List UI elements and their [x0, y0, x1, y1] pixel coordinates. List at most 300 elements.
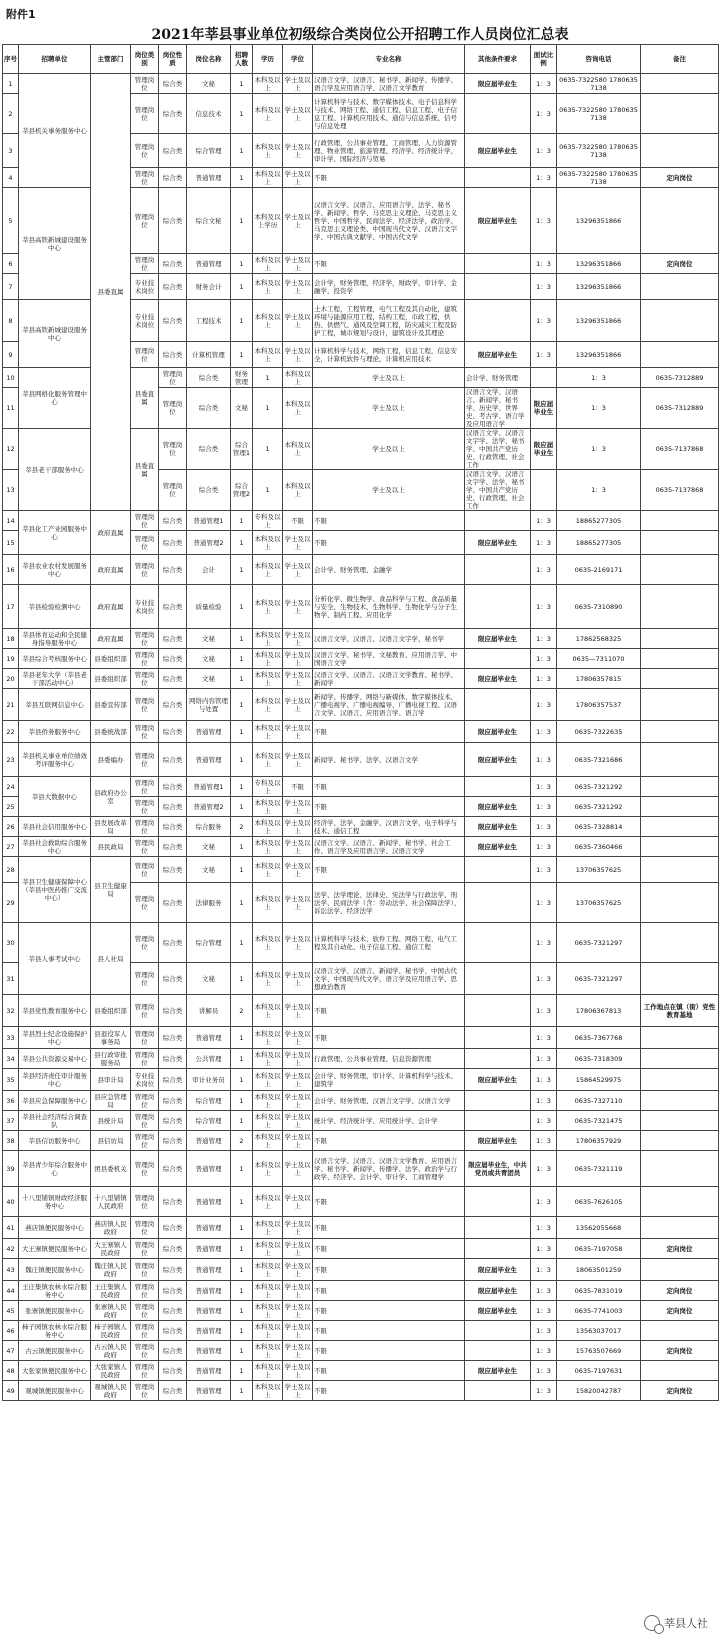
cell-cat: 管理岗位 — [131, 1341, 159, 1361]
cell-edu: 本科及以上 — [253, 923, 283, 963]
cell-pos: 普通管理 — [187, 1361, 231, 1381]
cell-unit: 莘县侨务服务中心 — [19, 721, 91, 743]
cell-nat: 综合类 — [159, 1341, 187, 1361]
cell-other: 限应届毕业生 — [465, 1361, 531, 1381]
cell-other: 限应届毕业生 — [465, 1069, 531, 1091]
cell-major: 分析化学、微生物学、食品科学与工程、食品质量与安全、生物技术、生物科学、生物化学与分子生物学、制药工程、应用化学 — [313, 585, 465, 629]
cell-phone: 0635-7322635 — [557, 721, 641, 743]
cell-num: 1 — [231, 1381, 253, 1401]
table-row — [3, 689, 719, 721]
cell-cat: 管理岗位 — [131, 1049, 159, 1069]
cell-ratio: 1：3 — [531, 857, 557, 883]
cell-other: 限应届毕业生 — [465, 721, 531, 743]
cell-no: 17 — [3, 585, 19, 629]
cell-other — [465, 274, 531, 300]
cell-major: 行政管理、公共事业管理、工商管理、人力资源管理、物业管理、旅游管理、经济学、经济统计学、审计学、国际经济与贸易 — [313, 134, 465, 168]
cell-nat: 综合类 — [159, 1091, 187, 1111]
cell-ratio: 1：3 — [531, 923, 557, 963]
cell-unit: 柿子园镇农林水综合服务中心 — [19, 1321, 91, 1341]
cell-major: 不限 — [313, 1027, 465, 1049]
cell-major: 法学、法学理论、法律史、宪法学与行政法学、刑法学、民商法学（含：劳动法学、社会保障法学）、诉讼法学、经济法学 — [313, 883, 465, 923]
cell-deg: 学士及以上 — [283, 995, 313, 1027]
cell-pos: 普通管理 — [187, 721, 231, 743]
cell-unit: 莘县公共资源交易中心 — [19, 1049, 91, 1069]
cell-no: 1 — [3, 74, 19, 94]
cell-edu: 本科及以上 — [253, 585, 283, 629]
cell-pos: 综合管理2 — [231, 470, 253, 511]
cell-note — [641, 963, 719, 995]
cell-edu: 本科及以上 — [254, 798, 281, 815]
table-row — [3, 1111, 719, 1131]
cell-no: 47 — [3, 1341, 19, 1361]
cell-unit: 莘县大数据中心 — [19, 777, 91, 817]
cell-dept: 县应急管理局 — [91, 1091, 131, 1111]
cell-edu: 本科及以上 — [254, 1132, 281, 1149]
cell-ratio: 1：3 — [531, 585, 557, 629]
cell-note — [641, 1049, 719, 1069]
cell-no: 31 — [3, 963, 19, 995]
cell-no: 3 — [3, 134, 19, 168]
cell-no: 37 — [3, 1111, 19, 1131]
cell-ratio: 1：3 — [531, 1239, 557, 1259]
cell-deg: 学士及以上 — [283, 585, 313, 629]
cell-edu: 本科及以上 — [253, 1187, 283, 1217]
cell-other — [465, 1111, 531, 1131]
cell-other — [465, 94, 531, 134]
cell-nat: 综合类 — [187, 368, 231, 388]
cell-other: 限应届毕业生 — [465, 1281, 531, 1301]
cell-edu: 本科及以上 — [254, 1112, 281, 1129]
cell-other: 限应届毕业生 — [465, 74, 531, 94]
cell-other: 限应届毕业生 — [465, 629, 531, 649]
cell-cat: 管理岗位 — [131, 995, 159, 1027]
cell-cat: 管理岗位 — [131, 669, 159, 689]
cell-num: 1 — [231, 94, 253, 134]
cell-unit: 莘县老干部服务中心 — [19, 429, 91, 511]
cell-other: 限应届毕业生 — [465, 1301, 531, 1321]
cell-phone: 0635-7322580 17806357138 — [557, 74, 641, 94]
table-row — [3, 1361, 719, 1381]
table-row — [3, 649, 719, 669]
cell-no: 14 — [3, 511, 19, 531]
cell-unit: 莘县农业农村发展服务中心 — [19, 555, 91, 585]
cell-ratio: 1：3 — [531, 1217, 557, 1239]
cell-dept: 柿子园镇人民政府 — [91, 1321, 131, 1341]
cell-other — [465, 777, 531, 797]
cell-edu: 本科及以上 — [253, 134, 283, 168]
cell-no: 7 — [3, 274, 19, 300]
cell-nat: 综合类 — [159, 689, 187, 721]
cell-unit: 魏庄镇便民服务中心 — [19, 1259, 91, 1281]
cell-num: 1 — [253, 470, 283, 511]
cell-note — [641, 1069, 719, 1091]
cell-pos: 法律服务 — [187, 883, 231, 923]
cell-num: 1 — [231, 649, 253, 669]
cell-ratio: 1：3 — [531, 649, 557, 669]
cell-cat: 管理岗位 — [131, 857, 159, 883]
cell-other — [465, 1091, 531, 1111]
col-header: 招聘人数 — [231, 45, 253, 74]
cell-ratio: 1：3 — [531, 883, 557, 923]
cell-num: 1 — [231, 1259, 253, 1281]
cell-no: 9 — [3, 342, 19, 368]
cell-dept: 县委组织部 — [91, 995, 131, 1027]
cell-no: 19 — [3, 649, 19, 669]
cell-major: 计算机科学与技术、软件工程、网络工程、电气工程及其自动化、电子信息工程、通信工程 — [313, 923, 465, 963]
cell-other — [465, 585, 531, 629]
cell-note — [641, 94, 719, 134]
cell-dept: 县民政局 — [91, 837, 131, 857]
cell-ratio: 1：3 — [531, 837, 557, 857]
cell-other: 限应届毕业生 — [531, 388, 557, 429]
cell-pos: 普通管理 — [187, 1321, 231, 1341]
cell-major: 不限 — [313, 857, 465, 883]
cell-other: 限应届毕业生 — [465, 531, 531, 555]
cell-phone: 18865277305 — [557, 511, 641, 531]
cell-cat: 管理岗位 — [131, 1361, 159, 1381]
cell-cat: 管理岗位 — [131, 1301, 159, 1321]
cell-phone: 0635—7311070 — [557, 649, 641, 669]
cell-other — [465, 300, 531, 342]
cell-other: 限应届毕业生，中共党员或共青团员 — [465, 1151, 531, 1187]
cell-deg: 学士及以上 — [313, 470, 465, 511]
cell-major: 不限 — [313, 1301, 465, 1321]
cell-dept: 团县委机关 — [91, 1151, 131, 1187]
cell-nat: 综合类 — [159, 629, 187, 649]
cell-dept: 县发展改革局 — [91, 817, 131, 837]
cell-unit: 莘县烈士纪念设施保护中心 — [19, 1027, 91, 1049]
cell-major: 计算机科学与技术，网络工程，信息工程，信息安全，计算机软件与理论，计算机应用技术 — [313, 342, 465, 368]
cell-deg: 学士及以上 — [284, 1282, 311, 1299]
cell-other — [465, 555, 531, 585]
cell-deg: 学士及以上 — [284, 818, 311, 835]
cell-note: 定向岗位 — [641, 168, 719, 188]
cell-nat: 综合类 — [159, 817, 187, 837]
cell-num: 1 — [231, 777, 253, 797]
cell-no: 32 — [3, 995, 19, 1027]
cell-ratio: 1：3 — [531, 629, 557, 649]
cell-note — [641, 837, 719, 857]
cell-num: 1 — [231, 721, 253, 743]
cell-ratio: 1：3 — [531, 721, 557, 743]
cell-dept: 县委直属 — [131, 368, 159, 429]
cell-deg: 学士及以上 — [283, 1151, 313, 1187]
cell-major: 汉语言文学、汉语言、新闻学、秘书学、中国古代文学、中国现当代文学、语言学及应用语言学、思想政治教育 — [313, 963, 465, 995]
cell-cat: 管理岗位 — [131, 1381, 159, 1401]
table-row — [3, 777, 719, 797]
cell-ratio: 1：3 — [531, 1091, 557, 1111]
cell-no: 46 — [3, 1321, 19, 1341]
cell-ratio: 1：3 — [531, 1049, 557, 1069]
cell-num: 1 — [231, 1281, 253, 1301]
cell-phone: 0635-7321297 — [557, 923, 641, 963]
cell-major: 不限 — [313, 1281, 465, 1301]
cell-note — [641, 134, 719, 168]
cell-edu: 本科及以上 — [254, 75, 281, 92]
cell-unit: 莘县社会救助综合服务中心 — [19, 837, 91, 857]
cell-deg: 学士及以上 — [283, 1069, 313, 1091]
cell-deg: 学士及以上 — [284, 798, 311, 815]
cell-ratio: 1：3 — [557, 388, 641, 429]
cell-phone: 13296351866 — [557, 188, 641, 254]
cell-major: 统计学、经济统计学、应用统计学、会计学 — [313, 1111, 465, 1131]
cell-note — [641, 797, 719, 817]
cell-nat: 综合类 — [159, 721, 187, 743]
cell-cat: 管理岗位 — [131, 883, 159, 923]
wechat-watermark — [644, 1615, 708, 1631]
cell-num: 1 — [231, 188, 253, 254]
cell-edu: 本科及以上 — [254, 1322, 281, 1339]
cell-unit: 张寨镇便民服务中心 — [19, 1301, 91, 1321]
cell-major: 计算机科学与技术、数字媒体技术、电子信息科学与技术、网络工程、通信工程、信息工程、电子信息工程、计算机应用技术、通信与信息系统、信号与信息处理 — [313, 94, 465, 134]
cell-note — [641, 743, 719, 777]
cell-num: 1 — [231, 555, 253, 585]
cell-num: 1 — [231, 629, 253, 649]
cell-phone: 0635-7197631 — [557, 1361, 641, 1381]
cell-major: 汉语言文学、汉语言、汉语言文字学、秘书学 — [313, 629, 465, 649]
cell-pos: 财务会计 — [187, 274, 231, 300]
cell-cat: 管理岗位 — [131, 555, 159, 585]
cell-no: 38 — [3, 1131, 19, 1151]
cell-pos: 普通管理 — [187, 1301, 231, 1321]
cell-deg: 学士及以上 — [284, 1132, 311, 1149]
cell-major: 汉语言文学、汉语言文字学、法学、秘书学、中国共产党历史、行政管理、社会工作 — [465, 429, 531, 470]
cell-cat: 专业技术岗位 — [131, 1069, 159, 1091]
cell-other: 限应届毕业生 — [465, 1259, 531, 1281]
table-row — [3, 721, 719, 743]
cell-other — [531, 470, 557, 511]
cell-major: 汉语言文学、汉语言、新闻学、秘书学、社会工作、语言学及应用语言学、汉语言文学 — [313, 837, 465, 857]
cell-major: 汉语言文学、汉语言、汉语言文学教育、应用语言学、秘书学、新闻学、传播学、法学、政治学与行政学、经济学、会计学、审计学、工商管理学 — [313, 1151, 465, 1187]
cell-cat: 管理岗位 — [131, 1281, 159, 1301]
cell-unit: 莘县体育运动和全民健身指导服务中心 — [19, 629, 91, 649]
table-row — [3, 1069, 719, 1091]
cell-pos: 普通管理 — [187, 1027, 231, 1049]
cell-unit: 莘县卫生健康保障中心（莘县中医药推广交流中心） — [19, 857, 91, 923]
cell-dept: 张寨镇人民政府 — [91, 1301, 131, 1321]
cell-no: 40 — [3, 1187, 19, 1217]
cell-no: 44 — [3, 1281, 19, 1301]
cell-unit: 大王寨镇便民服务中心 — [19, 1239, 91, 1259]
cell-edu: 本科及以上 — [254, 1050, 281, 1067]
cell-cat: 管理岗位 — [159, 368, 187, 388]
cell-edu: 本科及以上 — [253, 883, 283, 923]
cell-note — [641, 629, 719, 649]
wechat-icon — [644, 1615, 660, 1631]
cell-unit: 莘县应急保障服务中心 — [19, 1091, 91, 1111]
cell-nat: 综合类 — [159, 342, 187, 368]
cell-pos: 文秘 — [187, 649, 231, 669]
cell-deg: 学士及以上 — [284, 838, 311, 855]
cell-phone: 0635-7322580 17806357138 — [557, 168, 641, 188]
cell-deg: 学士及以上 — [284, 75, 311, 92]
cell-pos: 普通管理 — [187, 1151, 231, 1187]
cell-num: 1 — [231, 1049, 253, 1069]
table-row — [3, 857, 719, 883]
cell-major: 不限 — [313, 797, 465, 817]
cell-dept: 县委组织部 — [91, 649, 131, 669]
cell-no: 27 — [3, 837, 19, 857]
cell-pos: 普通管理 — [187, 254, 231, 274]
cell-edu: 本科及以上 — [253, 721, 283, 743]
cell-note — [641, 1111, 719, 1131]
cell-major: 不限 — [313, 721, 465, 743]
cell-no: 4 — [3, 168, 19, 188]
cell-phone: 0635-7321475 — [557, 1111, 641, 1131]
cell-dept: 大王寨镇人民政府 — [91, 1239, 131, 1259]
cell-note — [641, 585, 719, 629]
cell-other — [465, 1239, 531, 1259]
cell-nat: 综合类 — [159, 1131, 187, 1151]
cell-deg: 学士及以上 — [283, 1217, 313, 1239]
cell-edu: 本科及以上 — [283, 470, 313, 511]
col-header: 面试比例 — [531, 45, 557, 74]
cell-ratio: 1：3 — [531, 342, 557, 368]
table-row — [3, 669, 719, 689]
cell-deg: 学士及以上 — [284, 1362, 311, 1379]
cell-pos: 普通管理1 — [187, 511, 231, 531]
cell-unit: 莘县经济责任审计服务中心 — [19, 1069, 91, 1091]
cell-unit: 大张家镇便民服务中心 — [19, 1361, 91, 1381]
cell-other — [465, 1187, 531, 1217]
cell-nat: 综合类 — [159, 883, 187, 923]
cell-unit: 莘县机关事务服务中心 — [19, 74, 91, 188]
cell-major: 不限 — [313, 1239, 465, 1259]
col-header: 岗位名称 — [187, 45, 231, 74]
cell-cat: 管理岗位 — [131, 629, 159, 649]
cell-unit: 莘县信访服务中心 — [19, 1131, 91, 1151]
cell-ratio: 1：3 — [531, 817, 557, 837]
cell-unit: 莘县党性教育服务中心 — [19, 995, 91, 1027]
cell-pos: 文秘 — [187, 857, 231, 883]
cell-num: 1 — [231, 1239, 253, 1259]
cell-note — [641, 1151, 719, 1187]
cell-num: 1 — [231, 1301, 253, 1321]
table-row — [3, 743, 719, 777]
cell-nat: 综合类 — [159, 94, 187, 134]
cell-pos: 综合文秘 — [187, 188, 231, 254]
cell-dept: 县委直属 — [131, 429, 159, 511]
cell-nat: 综合类 — [159, 923, 187, 963]
cell-major: 新闻学、秘书学、法学、汉语言文学 — [313, 743, 465, 777]
cell-phone: 0635-7197058 — [557, 1239, 641, 1259]
cell-cat: 管理岗位 — [131, 1131, 159, 1151]
cell-major: 不限 — [313, 1131, 465, 1151]
table-row — [3, 1151, 719, 1187]
cell-unit: 莘县高铁新城建设服务中心 — [19, 188, 91, 300]
cell-edu: 本科及以上 — [254, 818, 281, 835]
cell-note — [641, 669, 719, 689]
cell-cat: 管理岗位 — [159, 429, 187, 470]
col-header: 主管部门 — [91, 45, 131, 74]
cell-dept: 大张家镇人民政府 — [91, 1361, 131, 1381]
cell-note: 定向岗位 — [641, 254, 719, 274]
cell-unit: 莘县高铁新城建设服务中心 — [19, 300, 91, 368]
cell-unit: 莘县检验检测中心 — [19, 585, 91, 629]
cell-pos: 讲解员 — [187, 995, 231, 1027]
cell-num: 1 — [231, 300, 253, 342]
cell-edu: 本科及以上 — [283, 429, 313, 470]
cell-ratio: 1：3 — [531, 134, 557, 168]
cell-deg: 学士及以上 — [284, 1382, 311, 1399]
table-row — [3, 1131, 719, 1151]
cell-major: 会计学、财务管理 — [465, 368, 531, 388]
table-row — [3, 1049, 719, 1069]
cell-no: 42 — [3, 1239, 19, 1259]
cell-nat: 综合类 — [159, 531, 187, 555]
cell-major: 不限 — [313, 254, 465, 274]
cell-phone: 0635-7626105 — [557, 1187, 641, 1217]
cell-major: 汉语言文学、汉语言、应用语言学、法学、秘书学、新闻学、哲学、马克思主义理论、马克思主义哲学、中国哲学、民商法学、经济法学、政治学、马克思主义理论类、中国现当代文学、汉语言文字学、中国古典文献学、中国古代文学 — [313, 188, 465, 254]
cell-nat: 综合类 — [159, 188, 187, 254]
cell-cat: 管理岗位 — [131, 1217, 159, 1239]
cell-ratio: 1：3 — [557, 368, 641, 388]
cell-ratio: 1：3 — [531, 689, 557, 721]
watermark-text: 莘县人社 — [664, 1617, 708, 1630]
table-row — [3, 1239, 719, 1259]
cell-ratio: 1：3 — [557, 429, 641, 470]
cell-note — [641, 1321, 719, 1341]
cell-ratio: 1：3 — [531, 963, 557, 995]
cell-cat: 专业技术岗位 — [131, 300, 159, 342]
cell-no: 6 — [3, 254, 19, 274]
table-body — [3, 74, 719, 1401]
cell-edu: 本科及以上 — [253, 1217, 283, 1239]
cell-edu: 本科及以上 — [254, 650, 281, 667]
table-row — [3, 923, 719, 963]
cell-major: 不限 — [313, 1341, 465, 1361]
cell-other — [465, 1217, 531, 1239]
cell-major: 汉语言文学、汉语言、新闻学、秘书学、历史学、世界史、考古学、语言学及应用语言学 — [465, 388, 531, 429]
col-header: 咨询电话 — [557, 45, 641, 74]
cell-ratio: 1：3 — [531, 168, 557, 188]
cell-pos: 综合管理 — [187, 923, 231, 963]
cell-major: 会计学、财务管理、审计学、计算机科学与技术、建筑学 — [313, 1069, 465, 1091]
cell-deg: 学士及以上 — [284, 1112, 311, 1129]
cell-phone: 13296351866 — [557, 342, 641, 368]
cell-pos: 网络内容管理与处置 — [187, 689, 231, 721]
cell-num: 1 — [231, 1361, 253, 1381]
cell-edu: 专科及以上 — [254, 778, 281, 795]
cell-ratio: 1：3 — [531, 188, 557, 254]
cell-other — [465, 254, 531, 274]
cell-no: 5 — [3, 188, 19, 254]
cell-nat: 综合类 — [159, 1321, 187, 1341]
cell-pos: 普通管理 — [187, 1281, 231, 1301]
table-row — [3, 1187, 719, 1217]
cell-note — [641, 342, 719, 368]
cell-pos: 公共管理 — [187, 1049, 231, 1069]
cell-unit: 观城镇便民服务中心 — [19, 1381, 91, 1401]
cell-major: 汉语言文学、秘书学、文秘教育、应用语言学、中国语言文学 — [313, 649, 465, 669]
cell-unit: 莘县人事考试中心 — [19, 923, 91, 995]
cell-deg: 学士及以上 — [283, 1027, 313, 1049]
cell-nat: 综合类 — [159, 168, 187, 188]
cell-phone: 15864529975 — [557, 1069, 641, 1091]
cell-edu: 本科及以上 — [253, 342, 283, 368]
cell-num: 1 — [231, 585, 253, 629]
cell-nat: 综合类 — [159, 1361, 187, 1381]
cell-other — [465, 689, 531, 721]
cell-nat: 综合类 — [159, 585, 187, 629]
cell-note: 工作地点在镇（街）党性教育基地 — [641, 995, 719, 1027]
cell-dept: 县行政审批服务局 — [91, 1049, 131, 1069]
cell-num: 1 — [231, 511, 253, 531]
cell-ratio: 1：3 — [531, 1027, 557, 1049]
cell-dept: 县政府办公室 — [91, 777, 131, 817]
cell-pos: 综合服务 — [187, 817, 231, 837]
cell-major: 新闻学、传播学、网络与新媒体、数字媒体技术、广播电视学、广播电视编导、广播电视工程、汉语言文学、汉语言、应用语言学、语言学 — [313, 689, 465, 721]
